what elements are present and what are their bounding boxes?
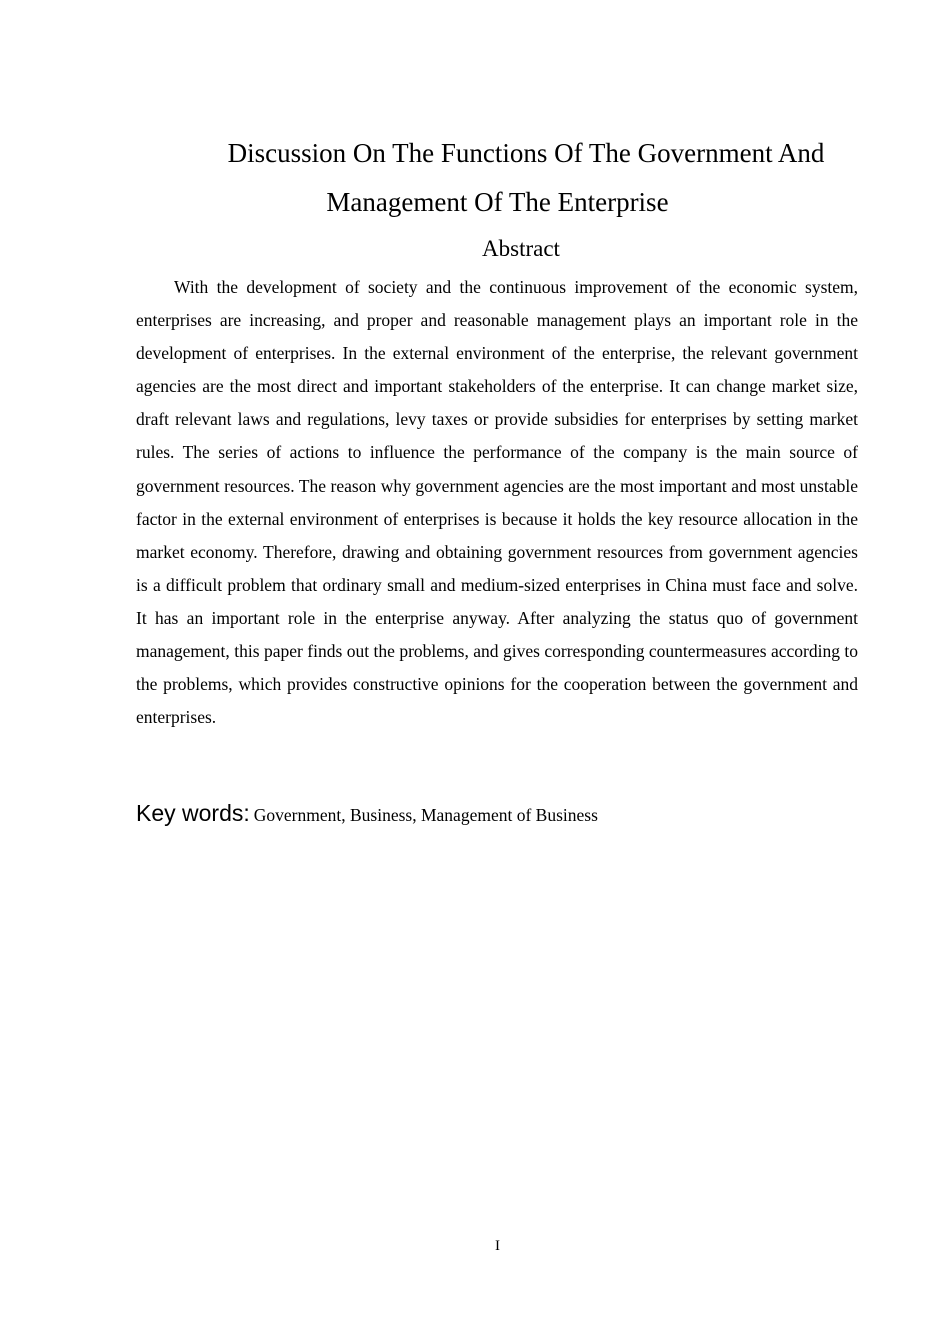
page-number: I xyxy=(495,1238,500,1254)
abstract-heading: Abstract xyxy=(482,236,560,261)
keywords-label: Key words: xyxy=(136,800,250,826)
keywords-line xyxy=(136,800,858,827)
title-line-1: Discussion On The Functions Of The Government And xyxy=(227,138,825,168)
keywords-value: Government, Business, Management of Business xyxy=(253,805,598,825)
title-line-2: Management Of The Enterprise xyxy=(326,187,669,217)
abstract-paragraph: With the development of society and the continuous improvement of the economic system, enterprises are increasing, and proper and reasonable management plays an important role in the development of enterprises. In the external environment of the enterprise, the relevant government agencies are the most direct and important stakeholders of the enterprise. It can change market size, draft relevant laws and regulations, levy taxes or provide subsidies for enterprises by setting market rules. The series of actions to influence the performance of the company is the main source of government resources. The reason why government agencies are the most important and most unstable factor in the external environment of enterprises is because it holds the key resource allocation in the market economy. Therefore, drawing and obtaining government resources from government agencies is a difficult problem that ordinary small and medium-sized enterprises in China must face and solve. It has an important role in the enterprise anyway. After analyzing the status quo of government management, this paper finds out the problems, and gives corresponding countermeasures according to the problems, which provides constructive opinions for the cooperation between the government and enterprises. xyxy=(136,277,858,728)
